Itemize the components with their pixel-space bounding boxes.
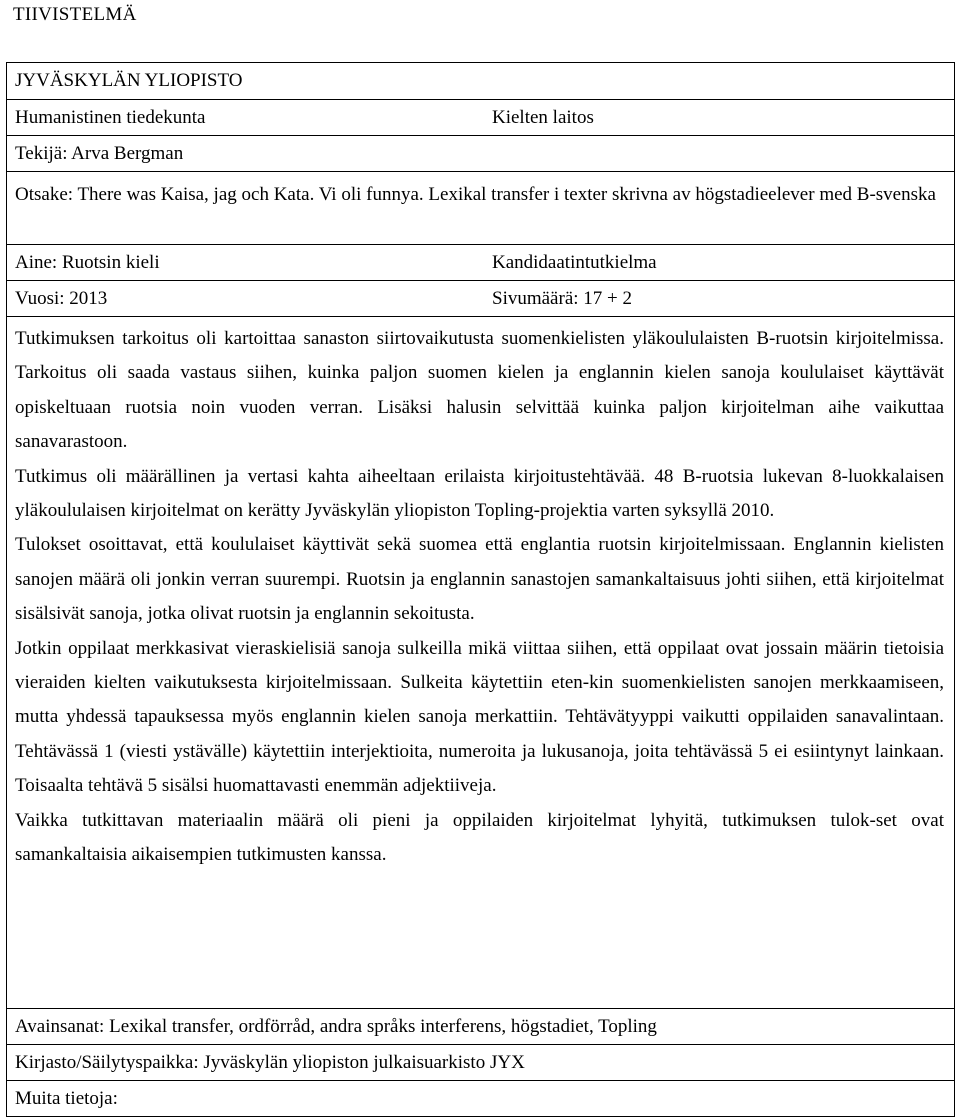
abstract-paragraph: Jotkin oppilaat merkkasivat vieraskielisiä sanoja sulkeilla mikä viittaa siihen, että oppilaat ovat jossain määrin tietoisia vieraiden kielten vaikutuksesta kirjoitelmissaan. Sulkeita käytettiin eten-kin suomenkielisten sanojen merkkaamiseen, mutta yhdessä tapauksessa myös englannin kielen sanoja merkattiin. Tehtävätyyppi vaikutti oppilaiden sanavalintaan. Tehtävässä 1 (viesti ystävälle) käytettiin interjektioita, numeroita ja lukusanoja, joita tehtävässä 5 ei esiintynyt lainkaan. Toisaalta tehtävä 5 sisälsi huomattavasti enemmän adjektiiveja. bbox=[15, 637, 944, 797]
author-row bbox=[7, 136, 954, 172]
abstract-form bbox=[6, 62, 955, 1117]
abstract-paragraph: Vaikka tutkittavan materiaalin määrä oli pieni ja oppilaiden kirjoitelmat lyhyitä, tutkimuksen tulok-set ovat samankaltaisia aikaisempien tutkimusten kanssa. bbox=[15, 809, 944, 866]
year-value: Vuosi: 2013 bbox=[15, 288, 108, 309]
subject-name: Aine: Ruotsin kieli bbox=[15, 252, 160, 273]
subject-row bbox=[7, 245, 954, 281]
year-row bbox=[7, 281, 954, 317]
library-text: Kirjasto/Säilytyspaikka: Jyväskylän yliopiston julkaisuarkisto JYX bbox=[15, 1052, 525, 1073]
abstract-body bbox=[7, 317, 954, 1009]
title-row bbox=[7, 172, 954, 245]
thesis-title: Otsake: There was Kaisa, jag och Kata. Vi oli funnya. Lexikal transfer i texter skrivna av högstadieelever med B-svenska bbox=[15, 184, 936, 205]
faculty-name: Humanistinen tiedekunta bbox=[15, 107, 206, 128]
university-row bbox=[7, 63, 954, 100]
page-count: Sivumäärä: 17 + 2 bbox=[492, 288, 632, 309]
keywords-text: Avainsanat: Lexikal transfer, ordförråd, andra språks interferens, högstadiet, Topling bbox=[15, 1016, 657, 1037]
abstract-paragraph: Tutkimus oli määrällinen ja vertasi kahta aiheeltaan erilaista kirjoitustehtävää. 48 B-ruotsia lukevan 8-luokkalaisen yläkoululaisen kirjoitelmat on kerätty Jyväskylän yliopiston Topling-projektia varten syksyllä 2010. bbox=[15, 465, 944, 522]
author-name: Tekijä: Arva Bergman bbox=[15, 143, 184, 164]
other-info-text: Muita tietoja: bbox=[15, 1088, 118, 1109]
thesis-type: Kandidaatintutkielma bbox=[492, 252, 657, 273]
faculty-row bbox=[7, 100, 954, 136]
university-name: JYVÄSKYLÄN YLIOPISTO bbox=[15, 70, 243, 91]
other-info-row bbox=[7, 1081, 954, 1117]
abstract-paragraph: Tulokset osoittavat, että koululaiset käyttivät sekä suomea että englantia ruotsin kirjoitelmissaan. Englannin kielisten sanojen määrä oli jonkin verran suurempi. Ruotsin ja englannin sanastojen samankaltaisuus johti siihen, että kirjoitelmat sisälsivät sanoja, jotka olivat ruotsin ja englannin sekoitusta. bbox=[15, 534, 944, 625]
department-name: Kielten laitos bbox=[492, 107, 594, 128]
keywords-row bbox=[7, 1009, 954, 1045]
page-heading: TIIVISTELMÄ bbox=[13, 4, 137, 25]
library-row bbox=[7, 1045, 954, 1081]
abstract-paragraph: Tutkimuksen tarkoitus oli kartoittaa sanaston siirtovaikutusta suomenkielisten yläkoululaisten B-ruotsin kirjoitelmissa. Tarkoitus oli saada vastaus siihen, kuinka paljon suomen kielen ja englannin kielen sanoja koululaiset käyttävät opiskeltuaan ruotsia noin vuoden verran. Lisäksi halusin selvittää kuinka paljon kirjoitelman aihe vaikuttaa sanavarastoon. bbox=[15, 328, 944, 453]
